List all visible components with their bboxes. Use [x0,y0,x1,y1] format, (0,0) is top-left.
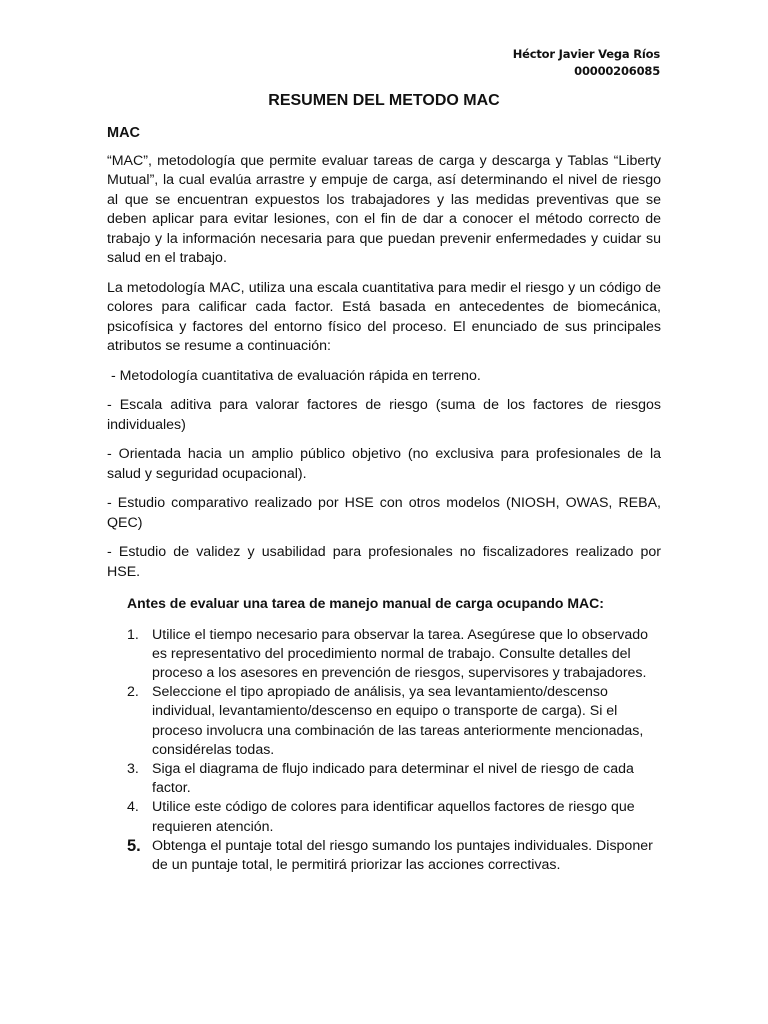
author-name: Héctor Javier Vega Ríos [512,47,660,61]
step-text: Siga el diagrama de flujo indicado para determinar el nivel de riesgo de cada factor. [152,760,634,797]
step-item [127,837,661,875]
attribute-item: - Estudio comparativo realizado por HSE con otros modelos (NIOSH, OWAS, REBA, QEC) [107,495,661,531]
step-item [127,760,661,798]
attribute-item: - Orientada hacia un amplio público objetivo (no exclusiva para profesionales de la salud y seguridad ocupacional). [107,446,661,482]
step-text: Utilice el tiempo necesario para observar la tarea. Asegúrese que lo observado es representativo del procedimiento normal de trabajo. Consulte detalles del proceso a los asesores en prevención de riesgos, supervisores y trabajadores. [152,626,649,681]
paragraph-methodology: La metodología MAC, utiliza una escala cuantitativa para medir el riesgo y un código de colores para calificar cada factor. Está basada en antecedentes de biomecánica, psicofísica y factores del entorno físico del proceso. El enunciado de sus principales atributos se resume a continuación: [107,279,661,354]
step-item [127,798,661,836]
step-item [127,683,661,760]
step-number: 4. [127,799,139,816]
step-number: 1. [127,626,139,643]
step-number: 3. [127,760,139,777]
step-number: 5. [127,836,141,855]
author-block [513,46,660,80]
step-text: Utilice este código de colores para identificar aquellos factores de riesgo que requieren atención. [152,799,635,835]
step-text: Seleccione el tipo apropiado de análisis, ya sea levantamiento/descenso individual, levantamiento/descenso en equipo o transporte de carga). Si el proceso involucra una combinación de las tareas anteriormente mencionadas, considérelas todas. [152,684,644,758]
steps-list [107,626,661,876]
attribute-item: - Estudio de validez y usabilidad para profesionales no fiscalizadores realizado por HSE. [107,544,661,580]
document-title: RESUMEN DEL METODO MAC [268,92,500,109]
pre-evaluation-heading: Antes de evaluar una tarea de manejo manual de carga ocupando MAC: [127,595,604,611]
step-item [127,626,661,684]
step-text: Obtenga el puntaje total del riesgo sumando los puntajes individuales. Disponer de un puntaje total, le permitirá priorizar las acciones correctivas. [152,837,653,873]
step-number: 2. [127,684,139,701]
document-body [107,124,661,875]
attribute-item: - Metodología cuantitativa de evaluación rápida en terreno. [107,367,481,384]
paragraph-intro: “MAC”, metodología que permite evaluar tareas de carga y descarga y Tablas “Liberty Mutual”, la cual evalúa arrastre y empuje de carga, así determinando el nivel de riesgo al que se encuentran expuestos los trabajadores y las medidas preventivas que se deben aplicar para evitar lesiones, con el fin de dar a conocer el método correcto de trabajo y la información necesaria para que puedan prevenir enfermedades y cuidar su salud en el trabajo. [107,152,661,266]
section-heading: MAC [107,125,141,141]
author-id: 00000206085 [574,64,660,78]
attribute-item: - Escala aditiva para valorar factores de riesgo (suma de los factores de riesgos individuales) [107,397,661,433]
